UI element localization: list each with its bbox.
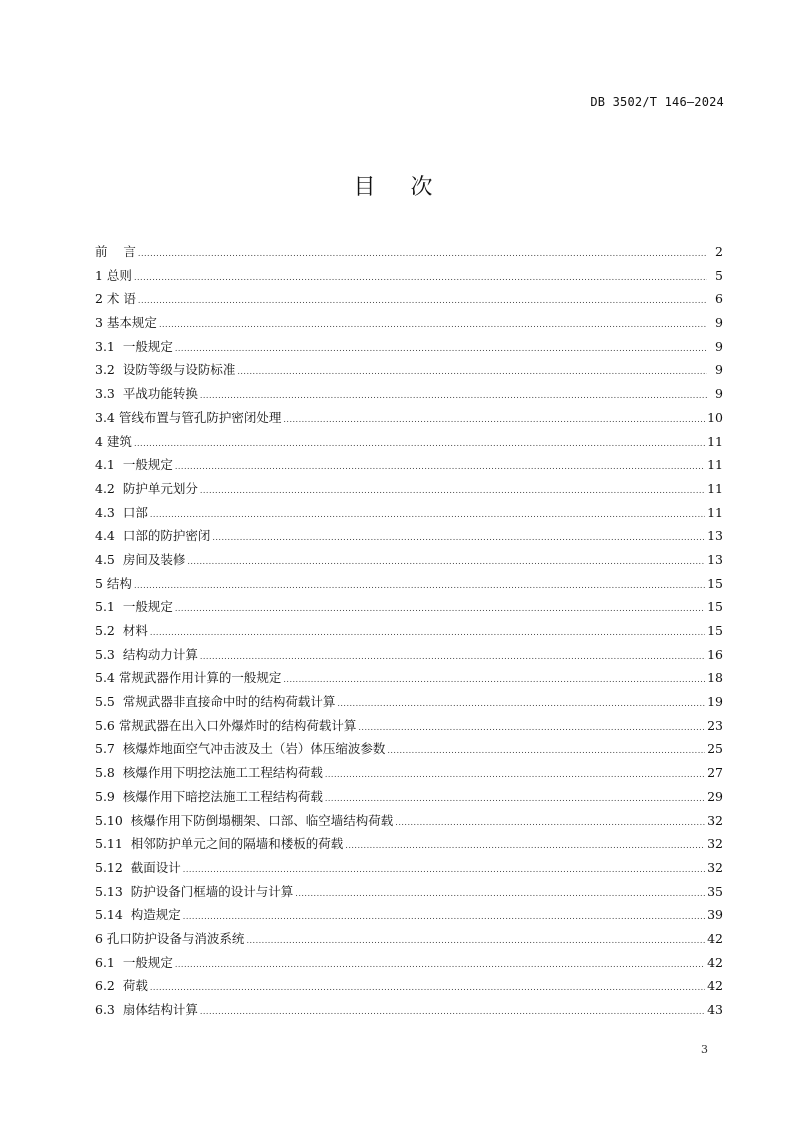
toc-entry-label: 5.9 核爆作用下暗挖法施工工程结构荷载 (95, 788, 323, 804)
toc-entry[interactable] (95, 619, 723, 643)
toc-leader-dots (212, 526, 705, 550)
toc-entry[interactable] (95, 856, 723, 880)
toc-entry-page: 11 (707, 433, 723, 449)
toc-leader-dots (358, 716, 705, 740)
toc-leader-dots (337, 692, 705, 716)
toc-entry-page: 29 (707, 788, 723, 804)
toc-leader-dots (187, 550, 705, 574)
toc-entry[interactable] (95, 501, 723, 525)
toc-entry-label: 2 术 语 (95, 291, 136, 307)
toc-entry-page: 23 (707, 717, 723, 733)
toc-entry-label: 5.14 构造规定 (95, 907, 181, 923)
toc-entry-page: 11 (707, 480, 723, 496)
toc-leader-dots (200, 645, 705, 669)
toc-entry-label: 6.3 扇体结构计算 (95, 1002, 198, 1017)
toc-entry[interactable] (95, 264, 723, 288)
toc-entry-page: 32 (707, 812, 723, 828)
toc-leader-dots (283, 668, 705, 692)
toc-leader-dots (325, 787, 705, 811)
toc-entry-label: 4.5 房间及装修 (95, 551, 186, 567)
toc-entry[interactable] (95, 548, 723, 572)
toc-entry[interactable] (95, 524, 723, 548)
toc-leader-dots (175, 455, 705, 479)
toc-entry-label: 5.1 一般规定 (95, 599, 173, 615)
toc-entry-label: 4 建筑 (95, 433, 132, 449)
toc-entry-label: 5.8 核爆作用下明挖法施工工程结构荷载 (95, 765, 323, 781)
toc-entry-page: 18 (707, 670, 723, 686)
toc-entry-page: 42 (707, 978, 723, 994)
toc-leader-dots (138, 242, 707, 266)
toc-entry[interactable] (95, 737, 723, 761)
toc-entry-label: 前 言 (95, 244, 136, 259)
toc-leader-dots (175, 953, 705, 977)
toc-leader-dots (134, 432, 705, 456)
toc-entry-label: 6.1 一般规定 (95, 954, 173, 970)
toc-entry-page: 5 (715, 267, 723, 283)
toc-entry-page: 13 (707, 551, 723, 567)
toc-entry[interactable] (95, 477, 723, 501)
toc-entry[interactable] (95, 572, 723, 596)
toc-entry-page: 42 (707, 930, 723, 946)
toc-leader-dots (283, 408, 705, 432)
toc-leader-dots (200, 384, 707, 408)
toc-leader-dots (175, 337, 707, 361)
document-code: DB 3502/T 146—2024 (590, 95, 724, 109)
toc-entry-page: 9 (715, 386, 723, 402)
toc-entry-label: 3.2 设防等级与设防标准 (95, 362, 236, 378)
toc-leader-dots (134, 574, 705, 598)
toc-entry-label: 5.2 材料 (95, 623, 148, 638)
toc-leader-dots (134, 266, 707, 290)
toc-entry-label: 3.1 一般规定 (95, 338, 173, 354)
toc-entry[interactable] (95, 287, 723, 311)
toc-entry-page: 9 (715, 338, 723, 354)
toc-entry-label: 3.4 管线布置与管孔防护密闭处理 (95, 409, 282, 425)
toc-entry[interactable] (95, 809, 723, 833)
toc-entry[interactable] (95, 903, 723, 927)
toc-entry-label: 5.13 防护设备门框墙的设计与计算 (95, 883, 294, 899)
toc-entry-page: 10 (707, 409, 723, 425)
toc-entry[interactable] (95, 240, 723, 264)
toc-entry-page: 32 (707, 836, 723, 852)
toc-entry-label: 6.2 荷载 (95, 978, 148, 994)
toc-entry-page: 42 (707, 954, 723, 970)
toc-entry-label: 5 结构 (95, 575, 132, 591)
toc-entry[interactable] (95, 761, 723, 785)
toc-entry-label: 4.3 口部 (95, 504, 148, 520)
toc-entry[interactable] (95, 974, 723, 998)
toc-entry-page: 11 (707, 504, 723, 520)
toc-entry-page: 15 (707, 623, 723, 638)
toc-leader-dots (150, 503, 705, 527)
toc-entry-label: 4.4 口部的防护密闭 (95, 528, 211, 544)
toc-leader-dots (325, 763, 705, 787)
toc-entry-label: 5.6 常规武器在出入口外爆炸时的结构荷载计算 (95, 717, 357, 733)
toc-entry-page: 2 (715, 244, 723, 259)
toc-entry-page: 9 (715, 315, 723, 331)
toc-leader-dots (387, 739, 705, 763)
toc-leader-dots (200, 479, 705, 503)
toc-entry-page: 32 (707, 859, 723, 875)
toc-leader-dots (200, 1000, 705, 1024)
toc-entry[interactable] (95, 785, 723, 809)
toc-leader-dots (183, 905, 705, 929)
toc-leader-dots (138, 289, 707, 313)
toc-leader-dots (246, 929, 705, 953)
toc-entry[interactable] (95, 382, 723, 406)
toc-entry[interactable] (95, 951, 723, 975)
toc-entry[interactable] (95, 311, 723, 335)
toc-entry[interactable] (95, 880, 723, 904)
toc-leader-dots (159, 313, 707, 337)
toc-entry-page: 35 (707, 883, 723, 899)
toc-entry[interactable] (95, 358, 723, 382)
toc-entry-label: 5.11 相邻防护单元之间的隔墙和楼板的荷载 (95, 836, 344, 852)
toc-entry-label: 6 孔口防护设备与消波系统 (95, 930, 245, 946)
toc-entry-page: 16 (707, 646, 723, 662)
toc-entry-label: 5.10 核爆作用下防倒塌棚架、口部、临空墙结构荷载 (95, 812, 394, 828)
toc-entry-page: 19 (707, 694, 723, 710)
toc-entry[interactable] (95, 714, 723, 738)
toc-entry[interactable] (95, 832, 723, 856)
toc-entry-label: 3 基本规定 (95, 315, 157, 331)
toc-entry[interactable] (95, 998, 723, 1022)
toc-entry-label: 5.4 常规武器作用计算的一般规定 (95, 670, 282, 686)
toc-entry-page: 25 (707, 741, 723, 757)
toc-entry[interactable] (95, 406, 723, 430)
toc-leader-dots (175, 597, 705, 621)
toc-leader-dots (295, 882, 705, 906)
toc-entry[interactable] (95, 927, 723, 951)
toc-entry-page: 9 (715, 362, 723, 378)
toc-entry[interactable] (95, 453, 723, 477)
toc-leader-dots (150, 976, 705, 1000)
toc-entry[interactable] (95, 335, 723, 359)
toc-entry-page: 11 (707, 457, 723, 473)
toc-entry-page: 27 (707, 765, 723, 781)
page-number: 3 (701, 1043, 708, 1056)
toc-leader-dots (237, 360, 707, 384)
toc-entry-page: 15 (707, 599, 723, 615)
toc-leader-dots (345, 834, 705, 858)
toc-entry[interactable] (95, 595, 723, 619)
toc-entry[interactable] (95, 690, 723, 714)
page-title: 目 次 (353, 175, 447, 200)
toc-entry-label: 5.7 核爆炸地面空气冲击波及土（岩）体压缩波参数 (95, 741, 386, 757)
toc-entry[interactable] (95, 666, 723, 690)
toc-leader-dots (183, 858, 705, 882)
toc-entry-label: 5.3 结构动力计算 (95, 646, 198, 662)
toc-entry-label: 4.1 一般规定 (95, 457, 173, 473)
toc-entry-label: 3.3 平战功能转换 (95, 386, 198, 402)
toc-entry-label: 1 总则 (95, 267, 132, 283)
table-of-contents (95, 240, 723, 1022)
toc-entry-page: 39 (707, 907, 723, 923)
toc-entry-label: 5.5 常规武器非直接命中时的结构荷载计算 (95, 694, 336, 710)
toc-entry[interactable] (95, 643, 723, 667)
toc-entry-page: 15 (707, 575, 723, 591)
toc-entry[interactable] (95, 430, 723, 454)
toc-entry-page: 43 (707, 1002, 723, 1017)
toc-entry-label: 4.2 防护单元划分 (95, 480, 198, 496)
toc-leader-dots (150, 621, 705, 645)
toc-entry-page: 13 (707, 528, 723, 544)
toc-entry-label: 5.12 截面设计 (95, 859, 181, 875)
toc-leader-dots (395, 811, 705, 835)
toc-entry-page: 6 (715, 291, 723, 307)
